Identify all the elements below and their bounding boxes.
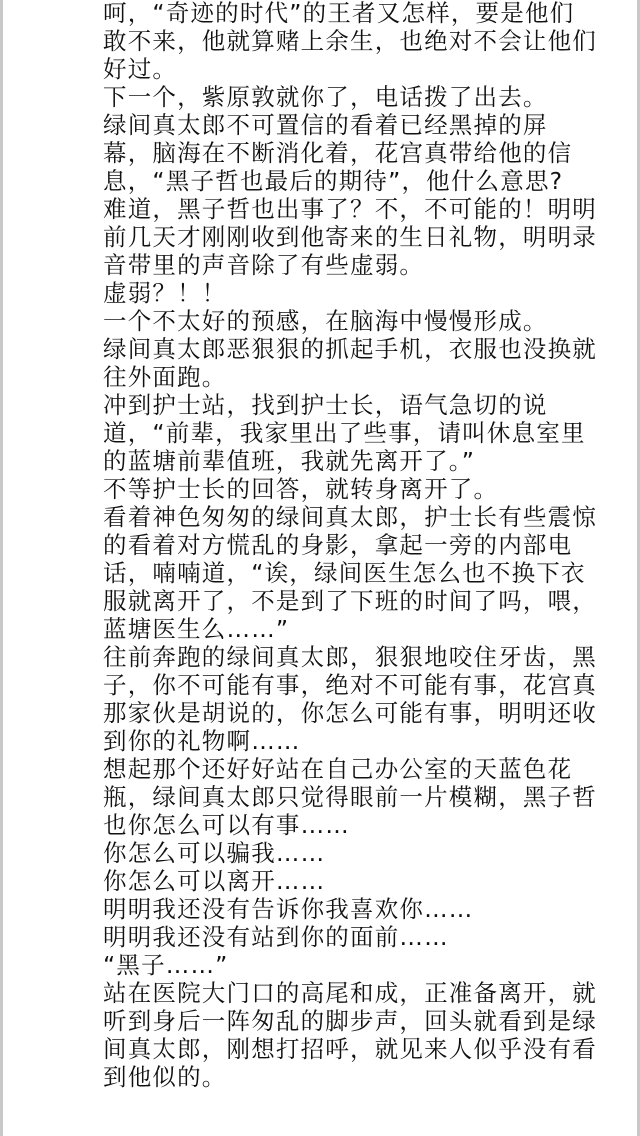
text-line: 站在医院大门口的高尾和成，正准备离开，就	[103, 979, 597, 1007]
text-line: 你怎么可以骗我……	[103, 839, 326, 867]
text-line: 蓝塘医生么……”	[103, 615, 290, 643]
text-line: 冲到护士站，找到护士长，语气急切的说	[103, 391, 548, 419]
text-line: 到你的礼物啊……	[103, 727, 301, 755]
text-line: 下一个，紫原敦就你了，电话拨了出去。	[103, 83, 548, 111]
text-line: 的蓝塘前辈值班，我就先离开了。”	[103, 447, 476, 475]
text-line: 道，“前辈，我家里出了些事，请叫休息室里	[103, 419, 586, 447]
text-line: 呵，“奇迹的时代”的王者又怎样，要是他们	[103, 0, 575, 27]
text-line: 服就离开了，不是到了下班的时间了吗，喂，	[103, 587, 597, 615]
text-line: 明明我还没有站到你的面前……	[103, 923, 449, 951]
text-line: 难道，黑子哲也出事了？不，不可能的！明明	[103, 195, 597, 223]
text-line: 音带里的声音除了有些虚弱。	[103, 251, 425, 279]
text-line: 看着神色匆匆的绿间真太郎，护士长有些震惊	[103, 503, 597, 531]
text-line: 你怎么可以离开……	[103, 867, 326, 895]
text-line: 幕，脑海在不断消化着，花宫真带给他的信	[103, 139, 573, 167]
text-line: 虚弱？！！	[103, 279, 227, 307]
text-line: 一个不太好的预感，在脑海中慢慢形成。	[103, 307, 548, 335]
text-line: 息，“黑子哲也最后的期待”，他什么意思?	[103, 167, 564, 195]
text-line: 明明我还没有告诉你我喜欢你……	[103, 895, 474, 923]
text-line: 好过。	[103, 55, 178, 83]
text-line: 绿间真太郎不可置信的看着已经黑掉的屏	[103, 111, 548, 139]
text-line: 不等护士长的回答，就转身离开了。	[103, 475, 499, 503]
text-line: 绿间真太郎恶狠狠的抓起手机，衣服也没换就	[103, 335, 597, 363]
text-line: 敢不来，他就算赌上余生，也绝对不会让他们	[103, 27, 597, 55]
text-line: 也你怎么可以有事……	[103, 811, 350, 839]
text-line: 想起那个还好好站在自己办公室的天蓝色花	[103, 755, 573, 783]
text-line: 子，你不可能有事，绝对不可能有事，花宫真	[103, 671, 597, 699]
text-line: 的看着对方慌乱的身影，拿起一旁的内部电	[103, 531, 573, 559]
text-line: 听到身后一阵匆乱的脚步声，回头就看到是绿	[103, 1007, 597, 1035]
text-line: 那家伙是胡说的，你怎么可能有事，明明还收	[103, 699, 597, 727]
text-line: 间真太郎，刚想打招呼，就见来人似乎没有看	[103, 1035, 597, 1063]
text-line: 到他似的。	[103, 1063, 227, 1091]
text-line: 往前奔跑的绿间真太郎，狠狠地咬住牙齿，黑	[103, 643, 597, 671]
text-line: 前几天才刚刚收到他寄来的生日礼物，明明录	[103, 223, 597, 251]
text-line: 瓶，绿间真太郎只觉得眼前一片模糊，黑子哲	[103, 783, 597, 811]
text-line: “黑子……”	[103, 951, 229, 979]
text-line: 往外面跑。	[103, 363, 227, 391]
document-text	[103, 0, 611, 1091]
text-line: 话，喃喃道，“诶，绿间医生怎么也不换下衣	[103, 559, 586, 587]
